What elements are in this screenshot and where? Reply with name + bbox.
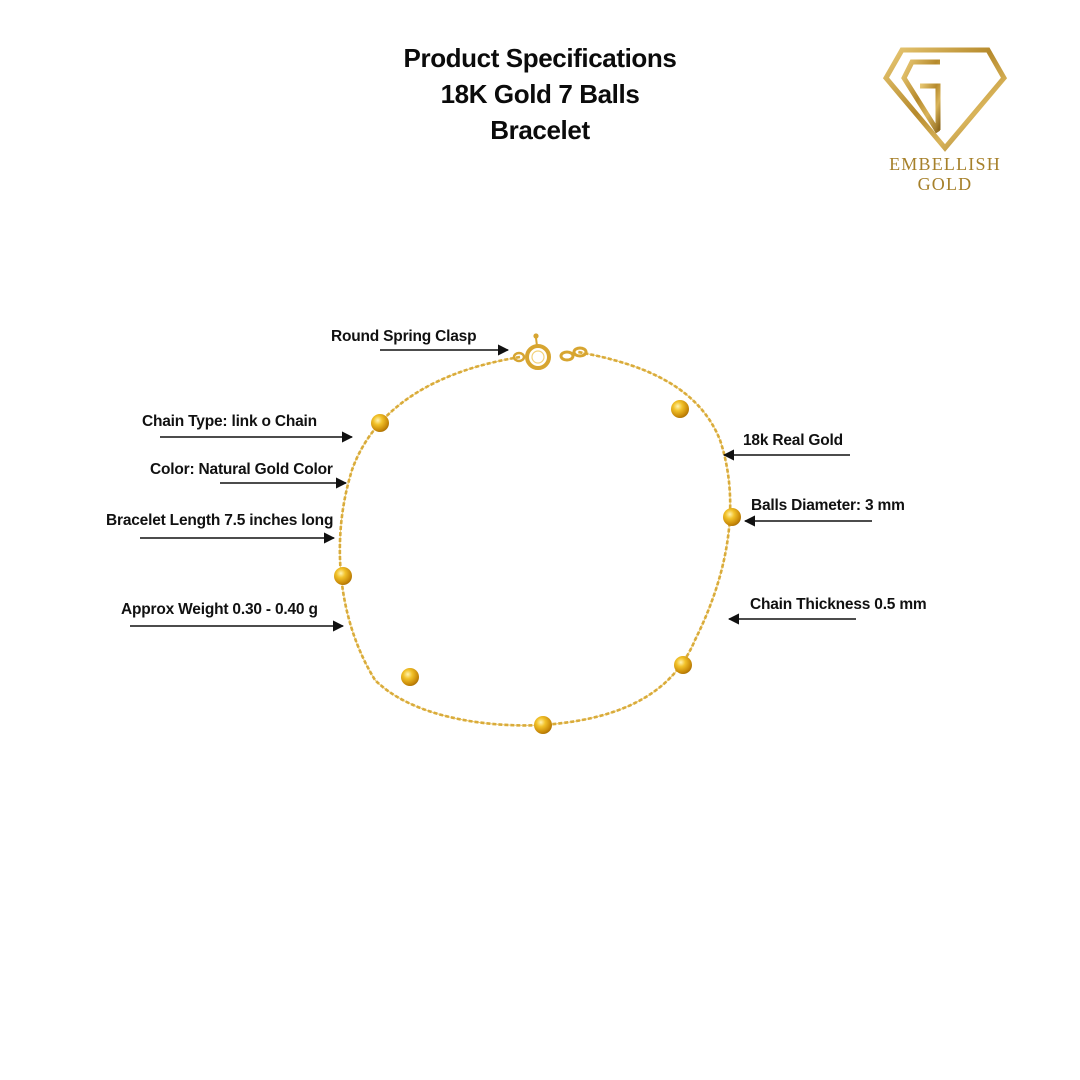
gold-ball-5	[674, 656, 692, 674]
label-bracelet-length: Bracelet Length 7.5 inches long	[106, 512, 334, 529]
logo-text-gold: GOLD	[917, 174, 973, 194]
title-line-3: Bracelet	[490, 115, 590, 145]
label-chain-type: Chain Type: link o Chain	[142, 413, 317, 430]
label-color: Color: Natural Gold Color	[150, 461, 333, 478]
gold-ball-4	[334, 567, 352, 585]
label-approx-weight: Approx Weight 0.30 - 0.40 g	[121, 601, 318, 618]
gold-ball-1	[371, 414, 389, 432]
logo-text-embellish: EMBELLISH	[889, 154, 1001, 174]
gold-ball-3	[723, 508, 741, 526]
label-chain-thickness: Chain Thickness 0.5 mm	[750, 596, 927, 613]
gold-ball-7	[534, 716, 552, 734]
label-round-spring-clasp: Round Spring Clasp	[331, 328, 477, 345]
title-line-2: 18K Gold 7 Balls	[440, 79, 640, 109]
label-18k-real-gold: 18k Real Gold	[743, 432, 843, 449]
title-line-1: Product Specifications	[403, 43, 677, 73]
spring-clasp	[514, 333, 586, 368]
label-balls-diameter: Balls Diameter: 3 mm	[751, 497, 905, 514]
gold-ball-2	[671, 400, 689, 418]
gold-ball-6	[401, 668, 419, 686]
